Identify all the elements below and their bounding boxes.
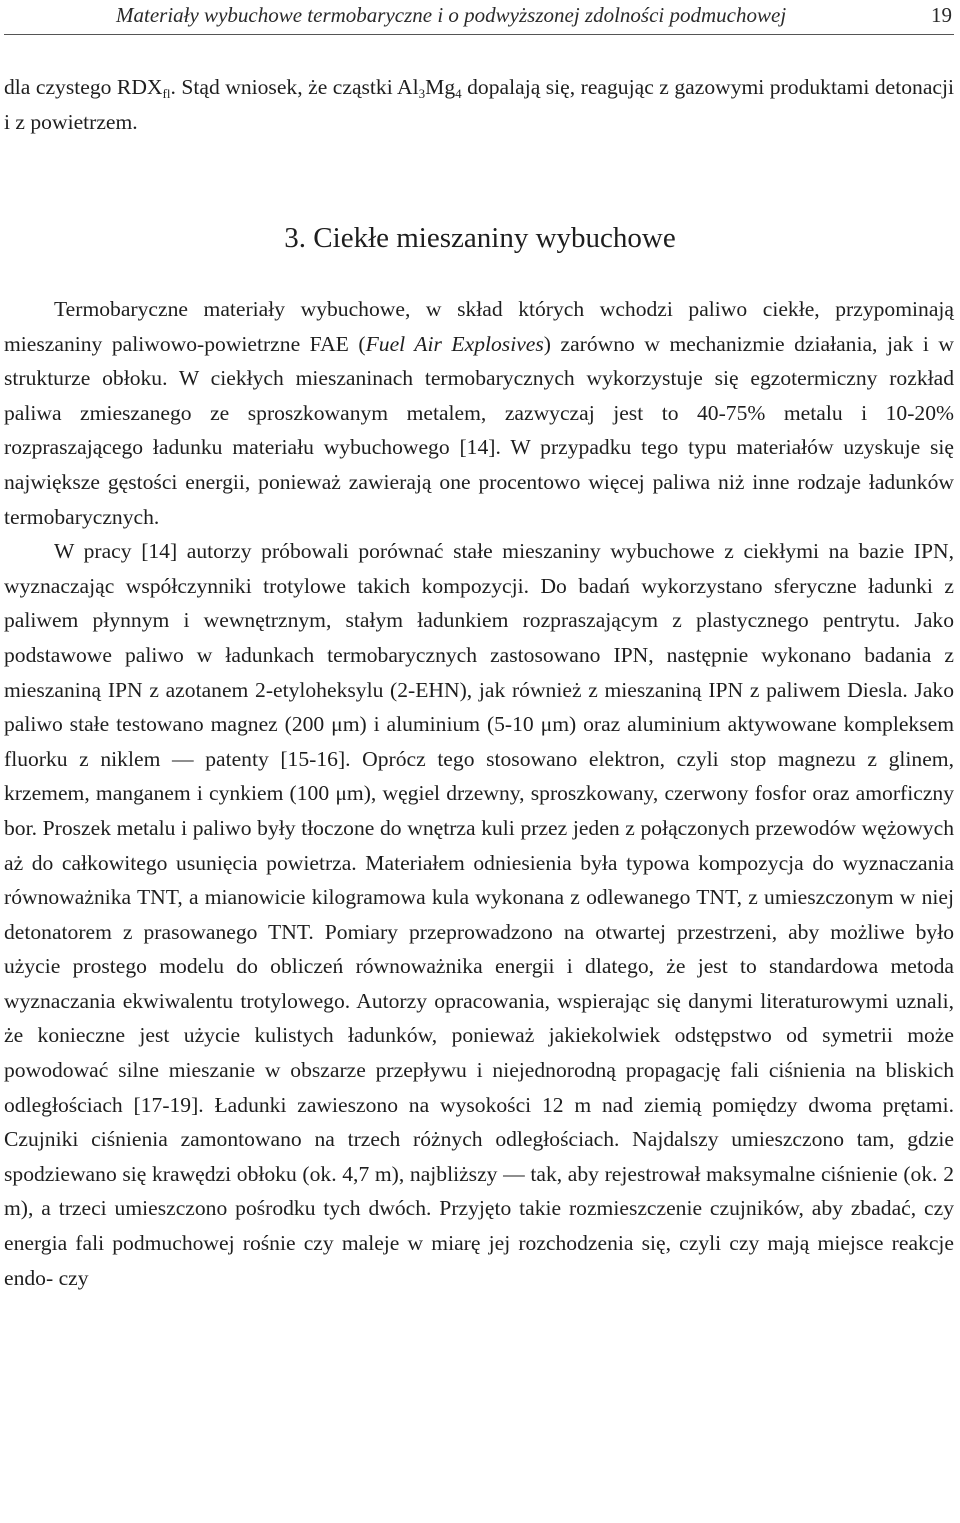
running-header-title: Materiały wybuchowe termobaryczne i o podwyższonej zdolności podmuchowej: [116, 3, 787, 27]
page-number: 19: [931, 3, 952, 27]
paragraph-1: [4, 292, 954, 534]
paragraph-2: W pracy [14] autorzy próbowali porównać stałe mieszaniny wybuchowe z ciekłymi na bazie IPN, wyznaczając współczynniki trotylowe takich kompozycji. Do badań wykorzystano sferyczne ładunki z paliwem płynnym i wewnętrznym, stałym ładunkiem rozpraszającym z plastycznego pentrytu. Jako podstawowe paliwo w ładunkach termobarycznych zastosowano IPN, następnie wykonano badania z mieszaniną IPN z azotanem 2-etyloheksylu (2-EHN), jak również z mieszaniną IPN z paliwem Diesla. Jako paliwo stałe testowano magnez (200 μm) i aluminium (5-10 μm) oraz aluminium aktywowane kompleksem fluorku z niklem — patenty [15-16]. Oprócz tego stosowano elektron, czyli stop magnezu z glinem, krzemem, manganem i cynkiem (100 μm), węgiel drzewny, sproszkowany, czerwony fosfor oraz amorficzny bor. Proszek metalu i paliwo były tłoczone do wnętrza kuli przez jeden z połączonych przewodów wężowych aż do całkowitego usunięcia powietrza. Materiałem odniesienia była typowa kompozycja do wyznaczania równoważnika TNT, a mianowicie kilogramowa kula wykonana z odlewanego TNT, z umieszczonym w niej detonatorem z prasowanego TNT. Pomiary przeprowadzono na otwartej przestrzeni, aby możliwe było użycie prostego modelu do obliczeń równoważnika energii i dlatego, że jest to standardowa metoda wyznaczania ekwiwalentu trotylowego. Autorzy opracowania, wspierając się danymi literaturowymi uznali, że konieczne jest użycie kulistych ładunków, ponieważ jakiekolwiek odstępstwo od symetrii może powodować silne mieszanie w obszarze przepływu i niejednorodną propagację fali ciśnienia na bliskich odległościach [17-19]. Ładunki zawieszono na wysokości 12 m nad ziemią pomiędzy dwoma prętami. Czujniki ciśnienia zamontowano na trzech różnych odległościach. Najdalszy umieszczono tam, gdzie spodziewano się krawędzi obłoku (ok. 4,7 m), najbliższy — tak, aby rejestrował maksymalne ciśnienie (ok. 2 m), a trzeci umieszczono pośrodku tych dwóch. Przyjęto takie rozmieszczenie czujników, aby zbadać, czy energia fali podmuchowej rośnie czy maleje w miarę jej rozchodzenia się, czyli czy mają miejsce reakcje endo- czy: [4, 539, 954, 1290]
subscript-fl: fl: [162, 86, 171, 101]
section-body: [4, 292, 954, 1295]
running-header: [0, 0, 960, 34]
paragraph-1-text: ) zarówno w mechanizmie działania, jak i w strukturze obłoku. W ciekłych mieszaninach termobarycznych wykorzystuje się egzotermiczny rozkład paliwa zmieszanego ze sproszkowanym metalem, zazwyczaj jest to 40-75% metalu i 10-20% rozpraszającego ładunku materiału wybuchowego [14]. W przypadku tego typu materiałów uzyskuje się największe gęstości energii, ponieważ zawierają one procentowo więcej paliwa niż inne rodzaje ładunków termobarycznych.: [4, 331, 954, 529]
section-heading: 3. Ciekłe mieszaniny wybuchowe: [284, 222, 676, 254]
paragraph-1-text: Termobaryczne materiały wybuchowe, w skład których wchodzi paliwo ciekłe, przypominają mieszaniny paliwowo-powietrzne FAE (: [4, 297, 954, 356]
carry-over-text: [4, 70, 954, 139]
carry-over-text-part: dla czystego RDX: [4, 75, 163, 99]
carry-over-paragraph: [4, 70, 954, 139]
paragraph-1-italic-term: Fuel Air Explosives: [365, 331, 544, 356]
subscript-3: 3: [418, 86, 426, 101]
carry-over-text-part: Mg: [425, 75, 456, 99]
header-rule: [4, 34, 954, 35]
subscript-4: 4: [455, 86, 462, 101]
carry-over-text-part: . Stąd wniosek, że cząstki Al: [170, 75, 419, 99]
carry-over-text-part: dopalają się, reagując z gazowymi produktami detonacji i z powietrzem.: [4, 75, 954, 134]
